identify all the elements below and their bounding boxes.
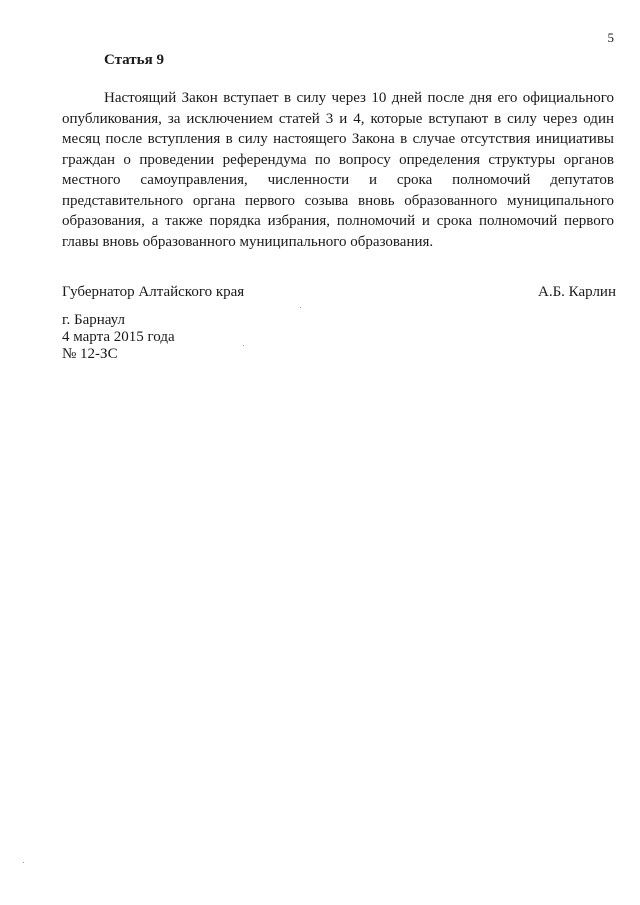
article-paragraph: Настоящий Закон вступает в силу через 10 дней после дня его официального опубликования, за исключением статей 3 и 4, которые вступают в силу через один месяц после вступления в силу настоящего Закона в случае отсутствия инициативы граждан о проведении референдума по вопросу определения структуры органов местного самоуправления, численности и срока полномочий депутатов представительного органа первого созыва вновь образованного муниципального образования, а также порядка избрания, полномочий и срока полномочий первого главы вновь образованного муниципального образования. [62,90,614,250]
signatory-name: А.Б. Карлин [537,284,616,300]
signing-date: 4 марта 2015 года [62,329,175,345]
law-number: № 12-ЗС [62,346,118,362]
signature-row [62,284,616,301]
scan-speck [243,345,244,346]
scan-speck [23,862,24,863]
city: г. Барнаул [62,312,125,328]
page-number: 5 [607,30,614,45]
article-heading: Статья 9 [104,52,164,68]
scan-speck [300,307,301,308]
place-date-block [62,312,175,363]
signatory-position: Губернатор Алтайского края [62,284,245,300]
